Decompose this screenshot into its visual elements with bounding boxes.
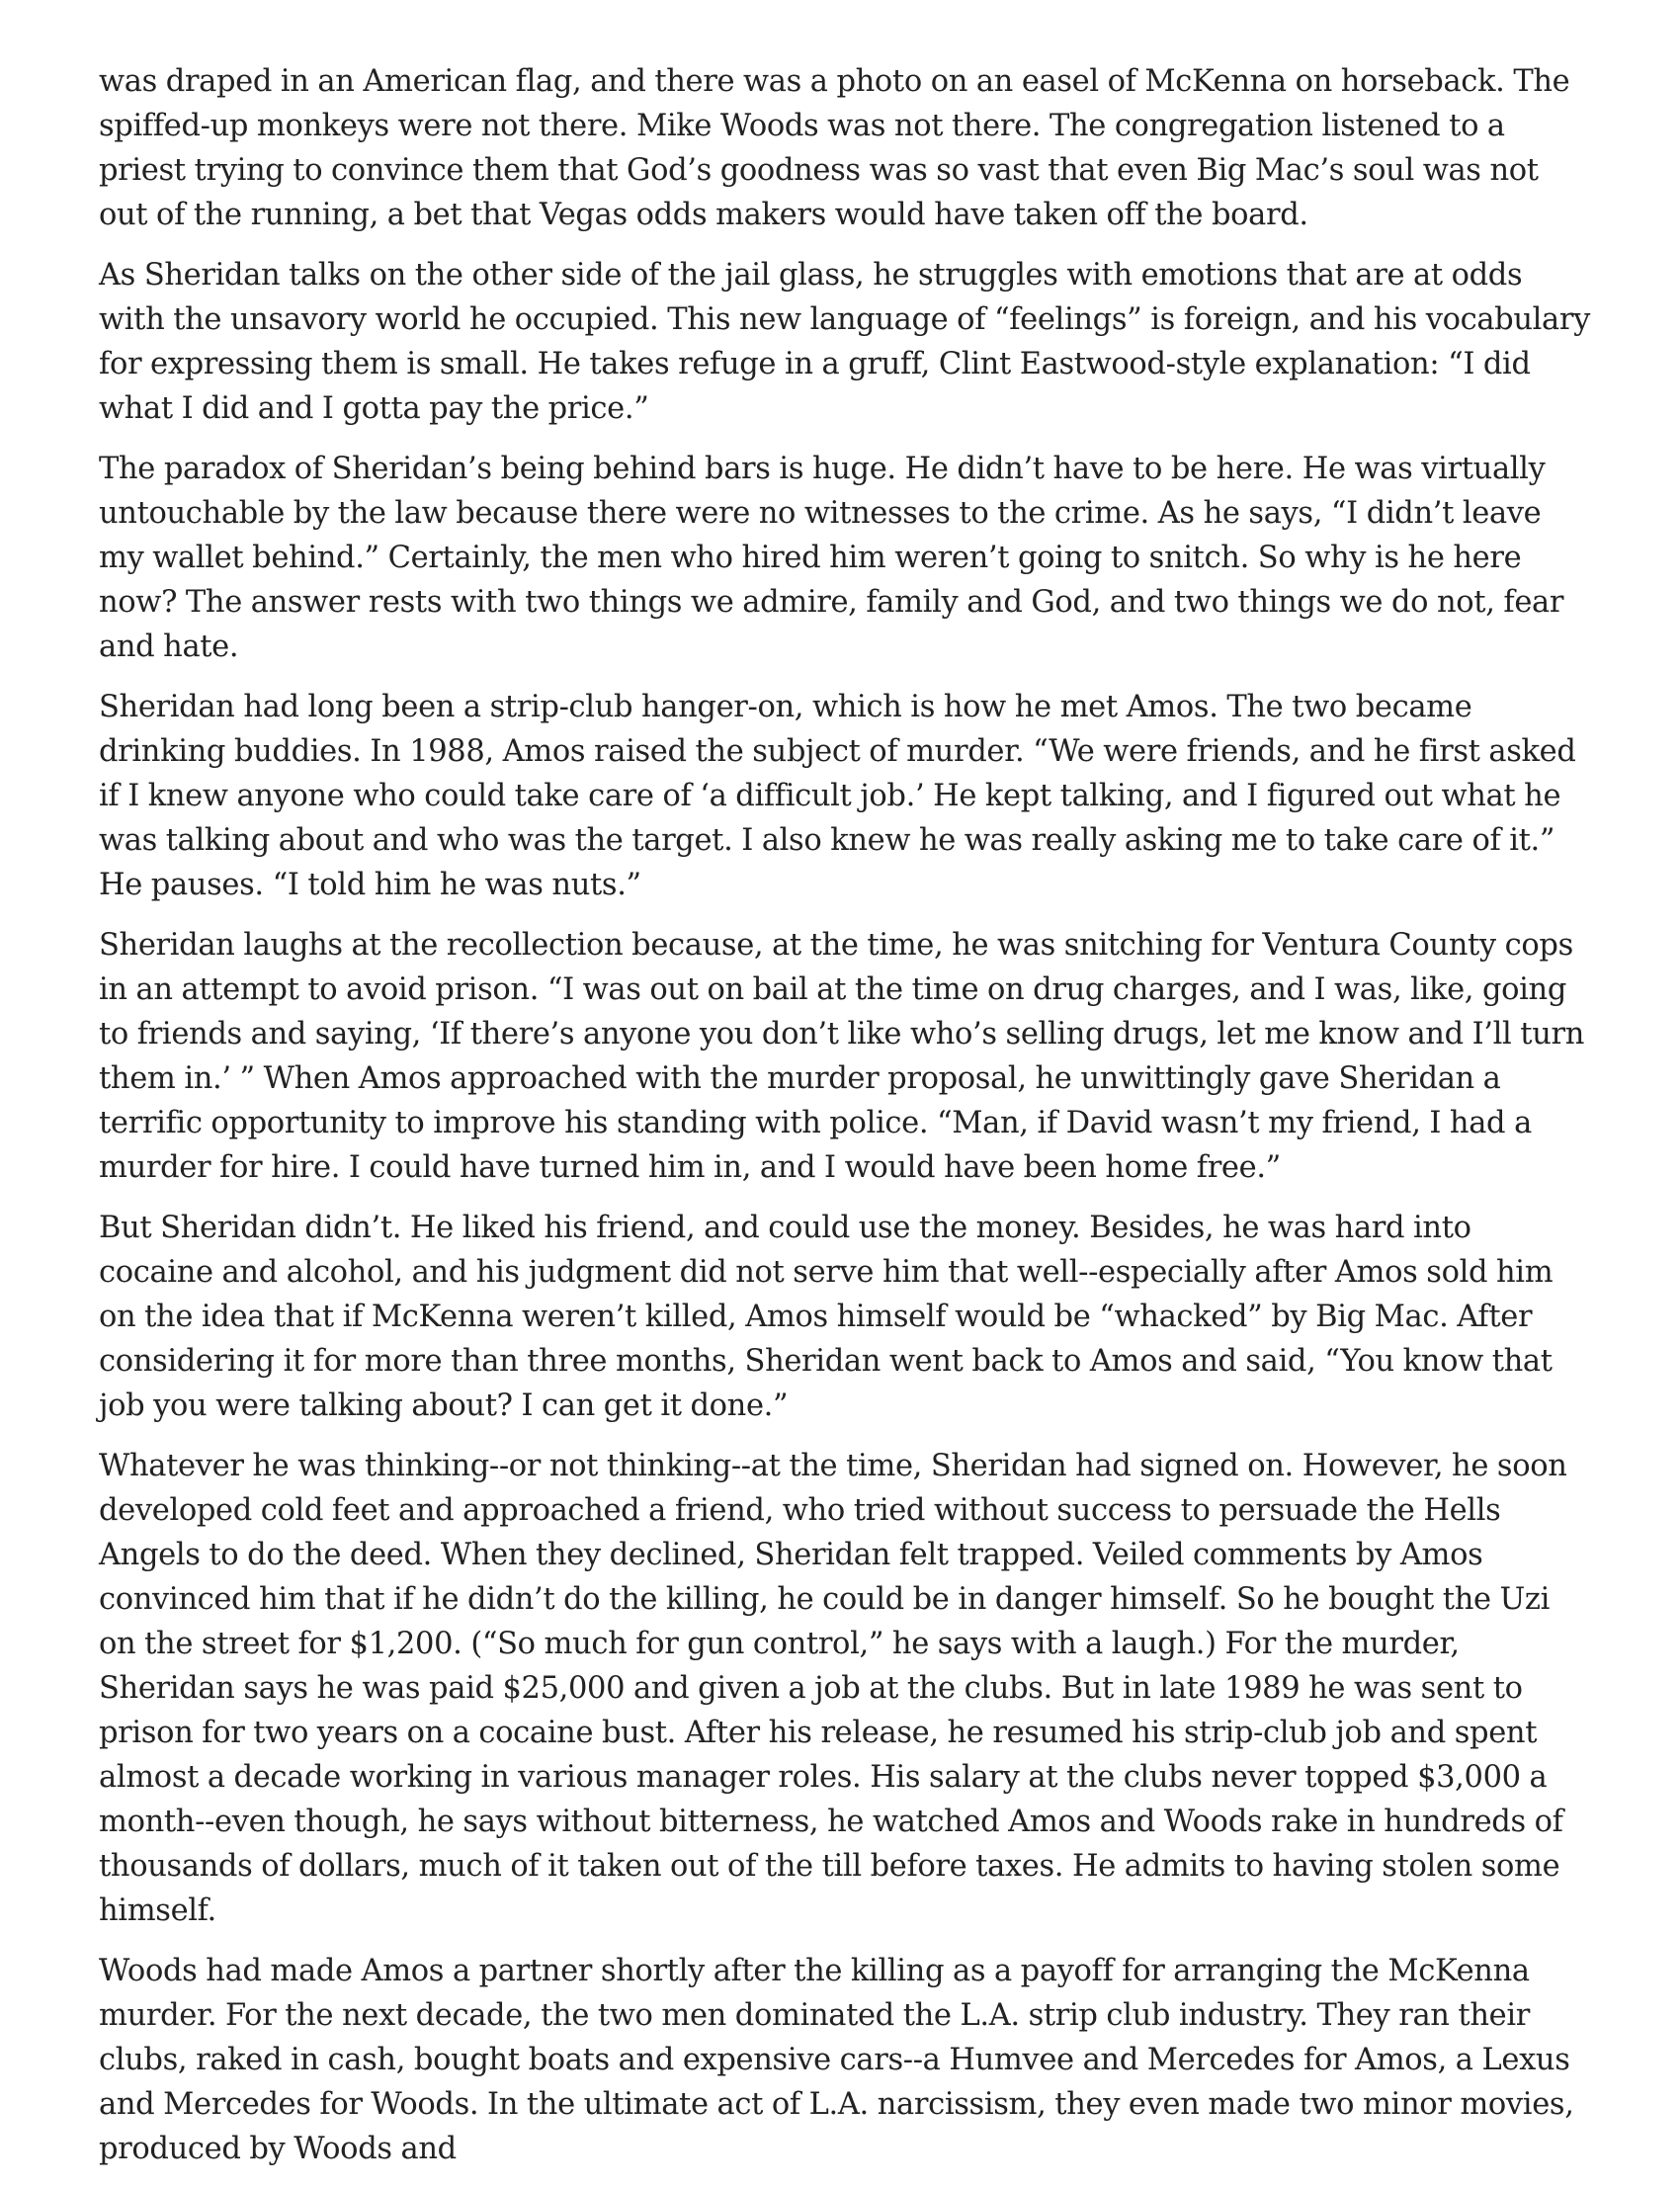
paragraph-4: Sheridan had long been a strip-club hanger-on, which is how he met Amos. The two became drinking buddies. In 1988, Amos raised the subject of murder. “We were friends, and he first asked if I knew anyone who could take care of ‘a difficult job.’ He kept talking, and I figured out what he was talking about and who was the target. I also knew he was really asking me to take care of it.” He pauses. “I told him he was nuts.”	[99, 690, 1576, 902]
paragraph-1: was draped in an American flag, and there was a photo on an easel of McKenna on horseback. The spiffed-up monkeys were not there. Mike Woods was not there. The congregation listened to a priest trying to convince them that God’s goodness was so vast that even Big Mac’s soul was not out of the running, a bet that Vegas odds makers would have taken off the board.	[99, 64, 1570, 232]
paragraph-5: Sheridan laughs at the recollection because, at the time, he was snitching for Ventura County cops in an attempt to avoid prison. “I was out on bail at the time on drug charges, and I was, like, going to friends and saying, ‘If there’s anyone you don’t like who’s selling drugs, let me know and I’ll turn them in.’ ” When Amos approached with the murder proposal, he unwittingly gave Sheridan a terrific opportunity to improve his standing with police. “Man, if David wasn’t my friend, I had a murder for hire. I could have turned him in, and I would have been home free.”	[99, 928, 1585, 1185]
paragraph-3: The paradox of Sheridan’s being behind bars is huge. He didn’t have to be here. He was virtually untouchable by the law because there were no witnesses to the crime. As he says, “I didn’t leave my wallet behind.” Certainly, the men who hired him weren’t going to snitch. So why is he here now? The answer rests with two things we admire, family and God, and two things we do not, fear and hate.	[99, 452, 1564, 664]
document-page	[99, 59, 1591, 2187]
paragraph-7: Whatever he was thinking--or not thinking--at the time, Sheridan had signed on. However, he soon developed cold feet and approached a friend, who tried without success to persuade the Hells Angels to do the deed. When they declined, Sheridan felt trapped. Veiled comments by Amos convinced him that if he didn’t do the killing, he could be in danger himself. So he bought the Uzi on the street for $1,200. (“So much for gun control,” he says with a laugh.) For the murder, Sheridan says he was paid $25,000 and given a job at the clubs. But in late 1989 he was sent to prison for two years on a cocaine bust. After his release, he resumed his strip-club job and spent almost a decade working in various manager roles. His salary at the clubs never topped $3,000 a month--even though, he says without bitterness, he watched Amos and Woods rake in hundreds of thousands of dollars, much of it taken out of the till before taxes. He admits to having stolen some himself.	[99, 1449, 1567, 1928]
paragraph-2: As Sheridan talks on the other side of the jail glass, he struggles with emotions that are at odds with the unsavory world he occupied. This new language of “feelings” is foreign, and his vocabulary for expressing them is small. He takes refuge in a gruff, Clint Eastwood-style explanation: “I did what I did and I gotta pay the price.”	[99, 258, 1590, 426]
paragraph-8: Woods had made Amos a partner shortly after the killing as a payoff for arranging the McKenna murder. For the next decade, the two men dominated the L.A. strip club industry. They ran their clubs, raked in cash, bought boats and expensive cars--a Humvee and Mercedes for Amos, a Lexus and Mercedes for Woods. In the ultimate act of L.A. narcissism, they even made two minor movies, produced by Woods and	[99, 1954, 1574, 2166]
paragraph-6: But Sheridan didn’t. He liked his friend, and could use the money. Besides, he was hard into cocaine and alcohol, and his judgment did not serve him that well--especially after Amos sold him on the idea that if McKenna weren’t killed, Amos himself would be “whacked” by Big Mac. After considering it for more than three months, Sheridan went back to Amos and said, “You know that job you were talking about? I can get it done.”	[99, 1211, 1554, 1423]
